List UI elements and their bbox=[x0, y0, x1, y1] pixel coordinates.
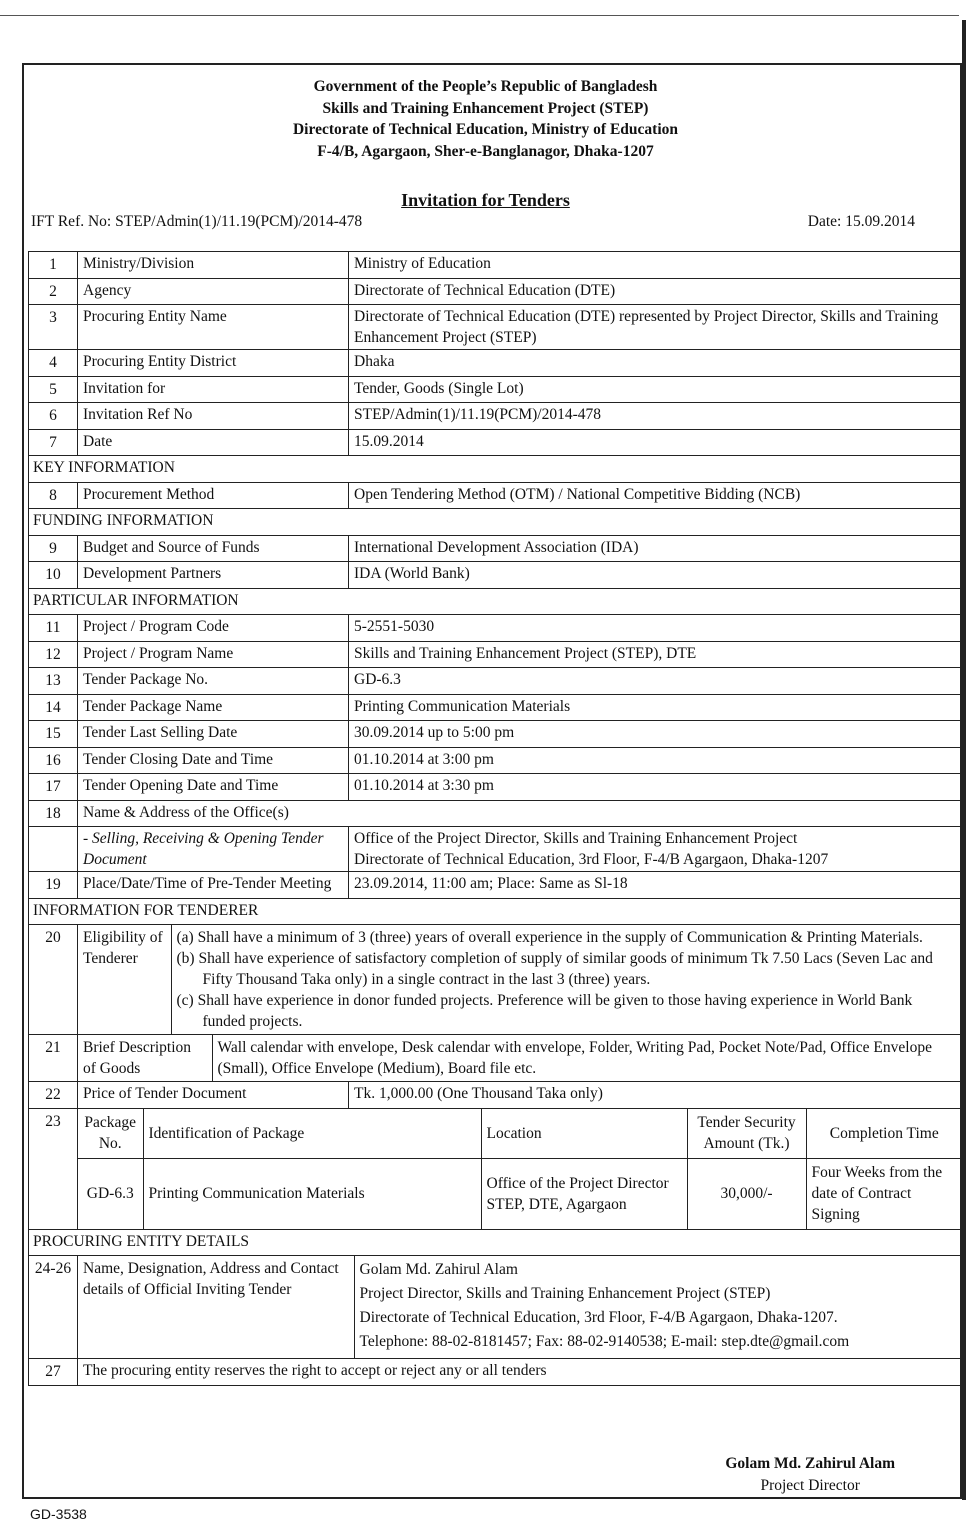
row-label: Procuring Entity Name bbox=[78, 305, 349, 350]
row-number: 12 bbox=[29, 641, 78, 668]
letterhead bbox=[0, 76, 971, 162]
section-heading: INFORMATION FOR TENDERER bbox=[29, 898, 963, 925]
ift-ref-number: IFT Ref. No: STEP/Admin(1)/11.19(PCM)/2014-478 bbox=[31, 213, 363, 230]
row-4 bbox=[29, 350, 963, 377]
row-value: 01.10.2014 at 3:30 pm bbox=[349, 774, 963, 801]
row-label: Budget and Source of Funds bbox=[78, 535, 349, 562]
header-line-3: Directorate of Technical Education, Ministry of Education bbox=[292, 121, 679, 138]
official-designation: Project Director, Skills and Training Enhancement Project (STEP) bbox=[359, 1285, 771, 1302]
row-label: Development Partners bbox=[78, 562, 349, 589]
official-name: Golam Md. Zahirul Alam bbox=[359, 1261, 518, 1278]
row-label: Procuring Entity District bbox=[78, 350, 349, 377]
row-value bbox=[349, 827, 963, 872]
section-row bbox=[29, 588, 963, 615]
row-number: 5 bbox=[29, 376, 78, 403]
row-value: 15.09.2014 bbox=[349, 429, 963, 456]
row-label: Tender Opening Date and Time bbox=[78, 774, 349, 801]
row-label: Name & Address of the Office(s) bbox=[78, 800, 963, 827]
row-value: STEP/Admin(1)/11.19(PCM)/2014-478 bbox=[349, 403, 963, 430]
eligibility-table bbox=[78, 925, 962, 1034]
row-value: 5-2551-5030 bbox=[349, 615, 963, 642]
security-amount-value: 30,000/- bbox=[687, 1159, 806, 1229]
row-11 bbox=[29, 615, 963, 642]
row-number: 15 bbox=[29, 721, 78, 748]
section-heading: PROCURING ENTITY DETAILS bbox=[29, 1229, 963, 1256]
row-value: Ministry of Education bbox=[349, 252, 963, 279]
row-number: 1 bbox=[29, 252, 78, 279]
row-number: 2 bbox=[29, 278, 78, 305]
row-number: 10 bbox=[29, 562, 78, 589]
location-header: Location bbox=[481, 1109, 687, 1159]
identification-value: Printing Communication Materials bbox=[143, 1159, 481, 1229]
package-no-header: Package No. bbox=[78, 1109, 143, 1159]
row-value: Tender, Goods (Single Lot) bbox=[349, 376, 963, 403]
row-label: Place/Date/Time of Pre-Tender Meeting bbox=[78, 872, 349, 899]
row-number: 20 bbox=[29, 925, 78, 1035]
section-heading: KEY INFORMATION bbox=[29, 456, 963, 483]
section-procuring bbox=[29, 1229, 963, 1256]
ift-date: Date: 15.09.2014 bbox=[807, 213, 915, 230]
row-value: Open Tendering Method (OTM) / National Competitive Bidding (NCB) bbox=[349, 482, 963, 509]
row-27 bbox=[29, 1359, 963, 1386]
row-value: Directorate of Technical Education (DTE) bbox=[349, 278, 963, 305]
eligibility-cell bbox=[78, 925, 963, 1035]
row-label: Agency bbox=[78, 278, 349, 305]
row-number: 11 bbox=[29, 615, 78, 642]
row-number: 8 bbox=[29, 482, 78, 509]
official-table bbox=[78, 1256, 962, 1358]
row-23 bbox=[29, 1108, 963, 1229]
row-15 bbox=[29, 721, 963, 748]
criterion-c: (c) Shall have experience in donor funded projects. Preference will be given to those having experience in World Bank funded projects. bbox=[176, 992, 913, 1030]
row-value: IDA (World Bank) bbox=[349, 562, 963, 589]
row-label: Invitation Ref No bbox=[78, 403, 349, 430]
row-17 bbox=[29, 774, 963, 801]
document-title-text: Invitation for Tenders bbox=[401, 190, 570, 210]
row-number: 23 bbox=[29, 1108, 78, 1229]
row-label: Procurement Method bbox=[78, 482, 349, 509]
row-5 bbox=[29, 376, 963, 403]
row-18-detail bbox=[29, 827, 963, 872]
row-6 bbox=[29, 403, 963, 430]
row-number: 9 bbox=[29, 535, 78, 562]
row-value: Dhaka bbox=[349, 350, 963, 377]
tender-table-body bbox=[29, 252, 963, 801]
row-22 bbox=[29, 1082, 963, 1109]
row-label: Project / Program Code bbox=[78, 615, 349, 642]
section-heading: PARTICULAR INFORMATION bbox=[29, 588, 963, 615]
official-details bbox=[354, 1256, 962, 1358]
header-line-1: Government of the People’s Republic of Bangladesh bbox=[313, 78, 658, 95]
row-label: Date bbox=[78, 429, 349, 456]
completion-time-value: Four Weeks from the date of Contract Signing bbox=[806, 1159, 962, 1229]
row-sublabel: - Selling, Receiving & Opening Tender Document bbox=[78, 827, 349, 872]
row-number-empty bbox=[29, 827, 78, 872]
row-value: Tk. 1,000.00 (One Thousand Taka only) bbox=[349, 1082, 963, 1109]
header-line-4: F-4/B, Agargaon, Sher-e-Banglanagor, Dhaka-1207 bbox=[317, 142, 654, 160]
completion-time-header: Completion Time bbox=[806, 1109, 962, 1159]
goods-label: Brief Description of Goods bbox=[78, 1035, 212, 1081]
criterion-b: (b) Shall have experience of satisfactory completion of supply of similar goods of minimum Tk 7.50 Lacs (Seven Lac and Fifty Thousand Taka only) in a single contract in the last 3 (three) years. bbox=[176, 950, 933, 988]
row-number: 16 bbox=[29, 747, 78, 774]
signatory-name: Golam Md. Zahirul Alam bbox=[725, 1455, 895, 1472]
security-amount-header: Tender Security Amount (Tk.) bbox=[687, 1109, 806, 1159]
tender-table bbox=[28, 251, 963, 1386]
row-number: 17 bbox=[29, 774, 78, 801]
row-10 bbox=[29, 562, 963, 589]
signatory-title: Project Director bbox=[760, 1477, 860, 1494]
signature-block bbox=[725, 1453, 895, 1497]
official-contact: Telephone: 88-02-8181457; Fax: 88-02-9140538; E-mail: step.dte@gmail.com bbox=[359, 1333, 850, 1350]
section-heading: FUNDING INFORMATION bbox=[29, 509, 963, 536]
row-16 bbox=[29, 747, 963, 774]
section-tenderer bbox=[29, 898, 963, 925]
row-number: 18 bbox=[29, 800, 78, 827]
row-value: GD-6.3 bbox=[349, 668, 963, 695]
row-13 bbox=[29, 668, 963, 695]
section-row bbox=[29, 509, 963, 536]
row-18 bbox=[29, 800, 963, 827]
row-number: 7 bbox=[29, 429, 78, 456]
row-value: Printing Communication Materials bbox=[349, 694, 963, 721]
row-number: 6 bbox=[29, 403, 78, 430]
row-number: 3 bbox=[29, 305, 78, 350]
row-7 bbox=[29, 429, 963, 456]
row-9 bbox=[29, 535, 963, 562]
row-number: 22 bbox=[29, 1082, 78, 1109]
goods-cell bbox=[78, 1035, 963, 1082]
row-14 bbox=[29, 694, 963, 721]
official-address: Directorate of Technical Education, 3rd Floor, F-4/B Agargaon, Dhaka-1207. bbox=[359, 1309, 838, 1326]
row-label: Tender Last Selling Date bbox=[78, 721, 349, 748]
goods-table bbox=[78, 1035, 962, 1081]
tender-table-body-2 bbox=[29, 800, 963, 1385]
header-line-2: Skills and Training Enhancement Project (STEP) bbox=[322, 99, 649, 117]
row-value: Skills and Training Enhancement Project (STEP), DTE bbox=[349, 641, 963, 668]
row-number: 4 bbox=[29, 350, 78, 377]
row-number: 13 bbox=[29, 668, 78, 695]
criterion-a: (a) Shall have a minimum of 3 (three) years of overall experience in the supply of Communication & Printing Materials. bbox=[176, 929, 923, 946]
row-value: 01.10.2014 at 3:00 pm bbox=[349, 747, 963, 774]
row-label: Tender Closing Date and Time bbox=[78, 747, 349, 774]
row-number: 19 bbox=[29, 872, 78, 899]
row-value: 23.09.2014, 11:00 am; Place: Same as Sl-18 bbox=[349, 872, 963, 899]
row-24-26 bbox=[29, 1256, 963, 1359]
row-3 bbox=[29, 305, 963, 350]
eligibility-criteria bbox=[171, 925, 962, 1034]
row-value: Directorate of Technical Education (DTE) represented by Project Director, Skills and Training Enhancement Project (STEP) bbox=[349, 305, 963, 350]
row-value: International Development Association (IDA) bbox=[349, 535, 963, 562]
row-19 bbox=[29, 872, 963, 899]
footer-code: GD-3538 bbox=[30, 1506, 87, 1522]
section-row bbox=[29, 456, 963, 483]
row-label: Ministry/Division bbox=[78, 252, 349, 279]
row-label: Project / Program Name bbox=[78, 641, 349, 668]
package-table bbox=[78, 1109, 962, 1229]
official-label: Name, Designation, Address and Contact details of Official Inviting Tender bbox=[78, 1256, 354, 1358]
row-value: The procuring entity reserves the right to accept or reject any or all tenders bbox=[78, 1359, 963, 1386]
package-cell bbox=[78, 1108, 963, 1229]
document-title bbox=[0, 190, 971, 211]
office-address-line-2: Directorate of Technical Education, 3rd Floor, F-4/B Agargaon, Dhaka-1207 bbox=[354, 851, 829, 868]
top-rule bbox=[0, 15, 959, 16]
office-address-line-1: Office of the Project Director, Skills and Training Enhancement Project bbox=[354, 830, 798, 847]
package-no-value: GD-6.3 bbox=[78, 1159, 143, 1229]
row-number: 27 bbox=[29, 1359, 78, 1386]
row-12 bbox=[29, 641, 963, 668]
row-label: Price of Tender Document bbox=[78, 1082, 349, 1109]
row-number: 14 bbox=[29, 694, 78, 721]
row-1 bbox=[29, 252, 963, 279]
goods-description: Wall calendar with envelope, Desk calendar with envelope, Folder, Writing Pad, Pocket Note/Pad, Office Envelope (Small), Office Envelope (Medium), Board file etc. bbox=[217, 1039, 932, 1077]
location-value: Office of the Project Director STEP, DTE, Agargaon bbox=[481, 1159, 687, 1229]
row-value: 30.09.2014 up to 5:00 pm bbox=[349, 721, 963, 748]
row-8 bbox=[29, 482, 963, 509]
row-label: Tender Package Name bbox=[78, 694, 349, 721]
row-2 bbox=[29, 278, 963, 305]
row-21 bbox=[29, 1035, 963, 1082]
official-cell bbox=[78, 1256, 963, 1359]
row-label: Invitation for bbox=[78, 376, 349, 403]
row-20 bbox=[29, 925, 963, 1035]
row-label: Tender Package No. bbox=[78, 668, 349, 695]
row-number: 21 bbox=[29, 1035, 78, 1082]
eligibility-label: Eligibility of Tenderer bbox=[78, 925, 171, 1034]
row-number: 24-26 bbox=[29, 1256, 78, 1359]
identification-header: Identification of Package bbox=[143, 1109, 481, 1159]
